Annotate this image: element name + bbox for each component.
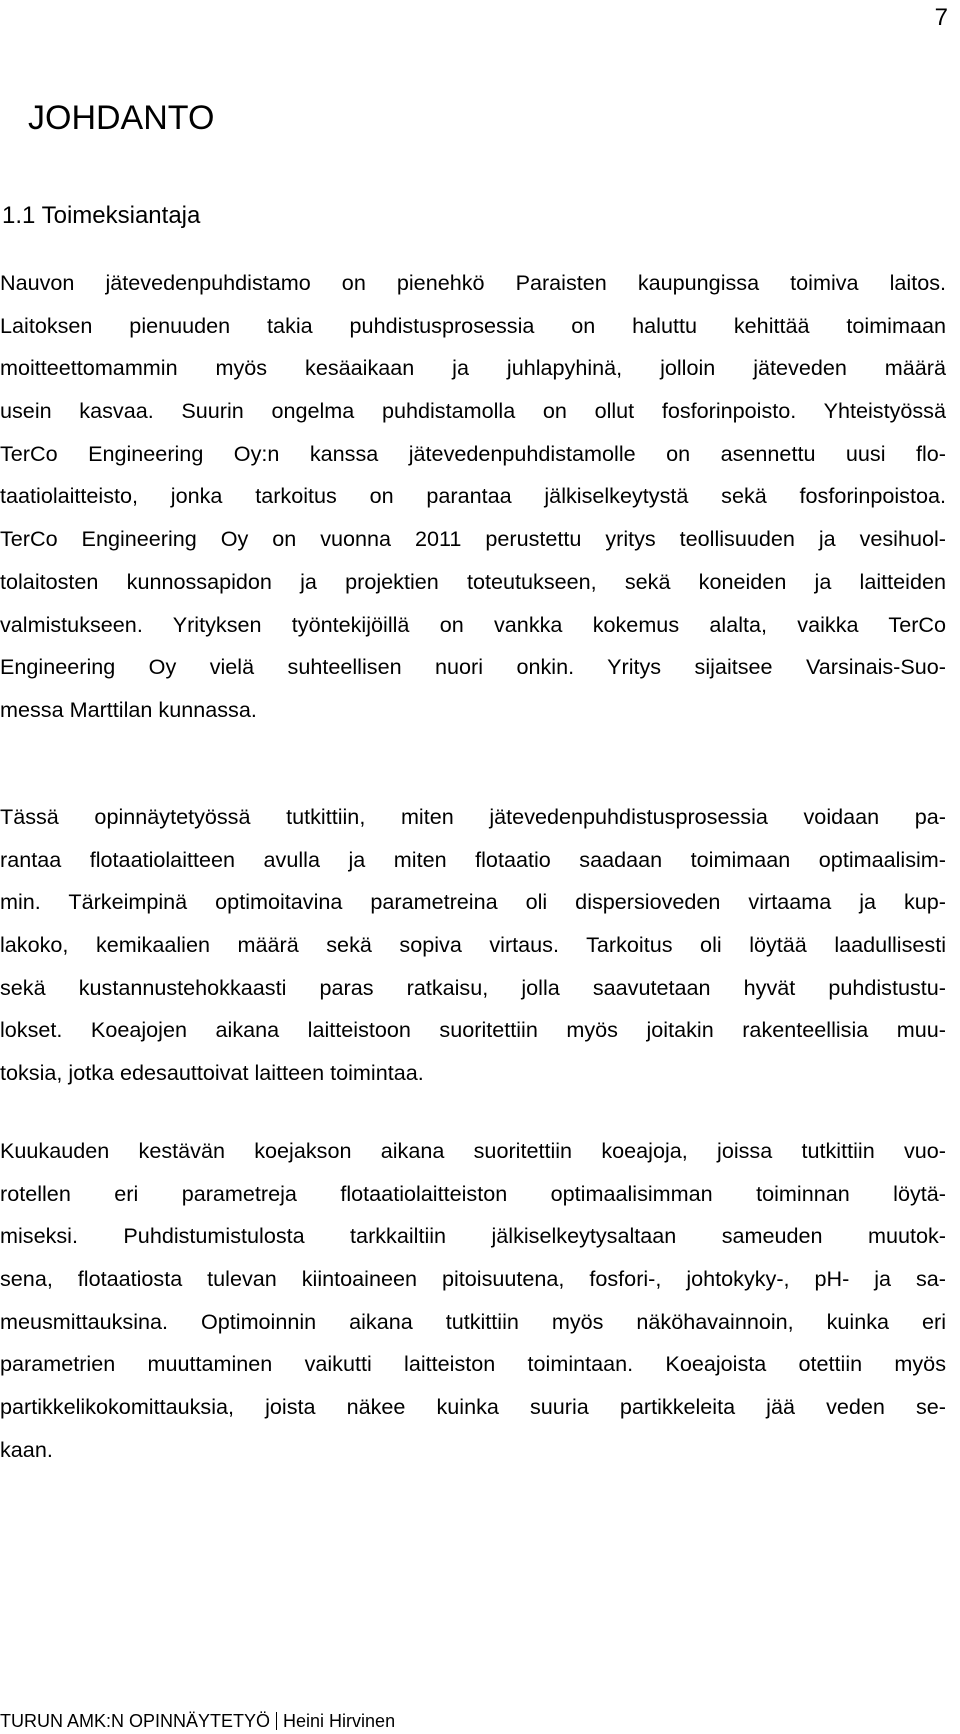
footer-institution: TURUN AMK:N OPINNÄYTETYÖ (0, 1711, 271, 1731)
text-line: taatiolaitteisto, jonka tarkoitus on parantaa jälkiselkeytystä sekä fosforinpoistoa. (0, 483, 946, 509)
text-line: Nauvon jätevedenpuhdistamo on pienehkö Paraisten kaupungissa toimiva laitos. (0, 270, 946, 295)
text-line: TerCo Engineering Oy on vuonna 2011 perustettu yritys teollisuuden ja vesihuol- (0, 526, 946, 552)
text-line: rantaa flotaatiolaitteen avulla ja miten flotaatio saadaan toimimaan optimaalisim- (0, 846, 946, 872)
footer-separator (276, 1712, 277, 1730)
text-line: sekä kustannustehokkaasti paras ratkaisu, jolla saavutetaan hyvät puhdistustu- (0, 974, 946, 1000)
text-line: miseksi. Puhdistumistulosta tarkkailtiin jälkiselkeytysaltaan sameuden muutok- (0, 1223, 946, 1249)
paragraph-2 (0, 796, 946, 1095)
text-line: Kuukauden kestävän koejakson aikana suoritettiin koeajoja, joissa tutkittiin vuo- (0, 1138, 946, 1163)
text-line: TerCo Engineering Oy:n kanssa jätevedenpuhdistamolle on asennettu uusi flo- (0, 440, 946, 466)
text-line: moitteettomammin myös kesäaikaan ja juhlapyhinä, jolloin jäteveden määrä (0, 355, 946, 381)
text-line: toksia, jotka edesauttoivat laitteen toimintaa. (0, 1060, 424, 1086)
chapter-title: JOHDANTO (28, 99, 215, 137)
text-line: Laitoksen pienuuden takia puhdistusprosessia on haluttu kehittää toimimaan (0, 312, 946, 338)
text-line: rotellen eri parametreja flotaatiolaitteiston optimaalisimman toiminnan löytä- (0, 1180, 946, 1206)
text-line: sena, flotaatiosta tulevan kiintoaineen pitoisuutena, fosfori-, johtokyky-, pH- ja sa- (0, 1266, 946, 1292)
text-line: tolaitosten kunnossapidon ja projektien toteutukseen, sekä koneiden ja laitteiden (0, 568, 946, 594)
paragraph-1 (0, 262, 946, 732)
text-line: lokset. Koeajojen aikana laitteistoon suoritettiin myös joitakin rakenteellisia muu- (0, 1017, 946, 1043)
text-line: meusmittauksina. Optimoinnin aikana tutkittiin myös näköhavainnoin, kuinka eri (0, 1308, 946, 1334)
text-line: Engineering Oy vielä suhteellisen nuori onkin. Yritys sijaitsee Varsinais-Suo- (0, 654, 946, 680)
section-title: 1.1 Toimeksiantaja (2, 202, 201, 229)
text-line: min. Tärkeimpinä optimoitavina parametreina oli dispersioveden virtaama ja kup- (0, 889, 946, 915)
text-line: messa Marttilan kunnassa. (0, 696, 257, 722)
text-line: lakoko, kemikaalien määrä sekä sopiva virtaus. Tarkoitus oli löytää laadullisesti (0, 932, 946, 958)
text-line: valmistukseen. Yrityksen työntekijöillä on vankka kokemus alalta, vaikka TerCo (0, 611, 946, 637)
text-line: Tässä opinnäytetyössä tutkittiin, miten jätevedenpuhdistusprosessia voidaan pa- (0, 804, 946, 829)
footer-author: Heini Hirvinen (283, 1711, 396, 1731)
text-line: partikkelikokomittauksia, joista näkee kuinka suuria partikkeleita jää veden se- (0, 1394, 946, 1420)
page-footer (0, 1708, 395, 1734)
page-number: 7 (934, 4, 948, 31)
text-line: parametrien muuttaminen vaikutti laitteiston toimintaan. Koeajoista otettiin myös (0, 1351, 946, 1377)
text-line: usein kasvaa. Suurin ongelma puhdistamolla on ollut fosforinpoisto. Yhteistyössä (0, 398, 946, 424)
text-line: kaan. (0, 1436, 53, 1462)
paragraph-3 (0, 1130, 946, 1472)
